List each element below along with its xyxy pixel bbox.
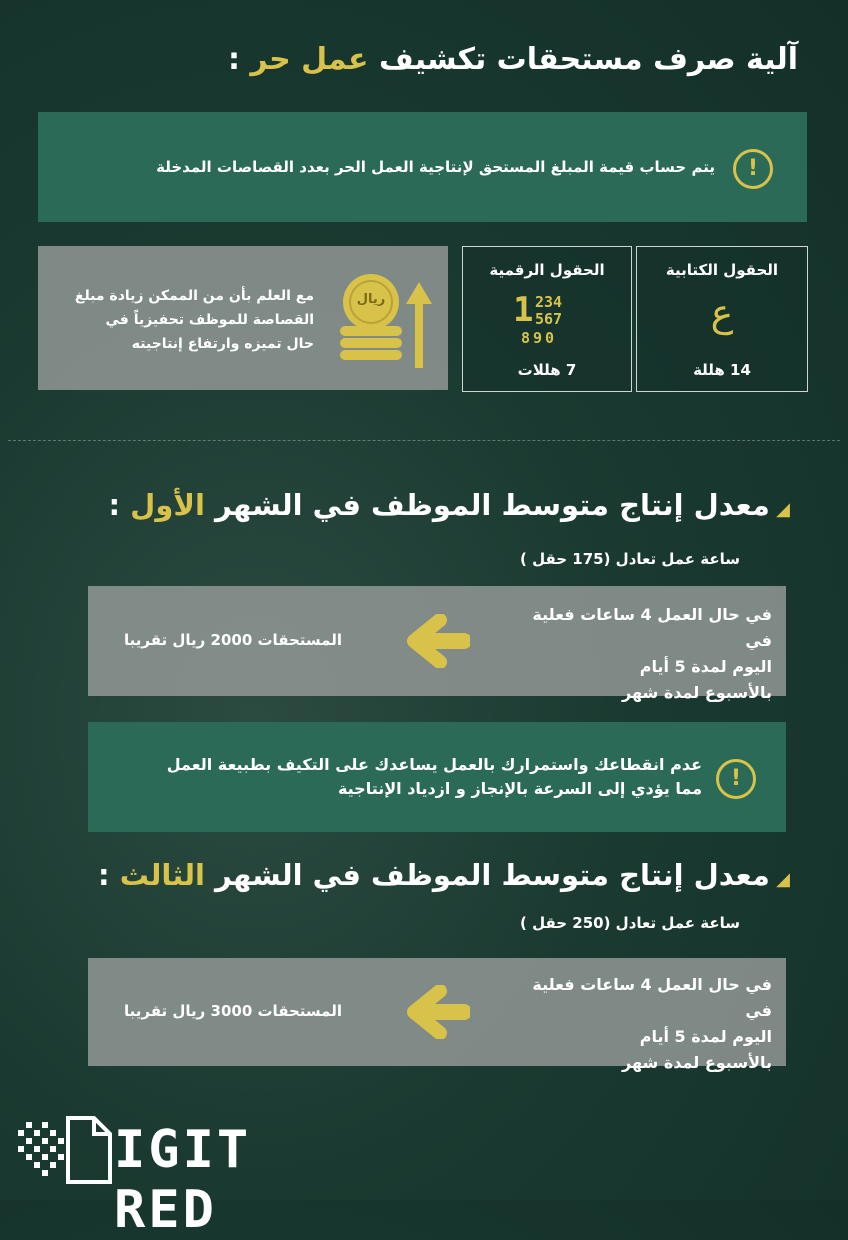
arabic-letter-icon: ع (710, 291, 734, 335)
intro-note-text: يتم حساب قيمة المبلغ المستحق لإنتاجية العمل الحر بعدد القصاصات المدخلة (156, 158, 715, 176)
brand-name: IGIT RED (114, 1120, 252, 1240)
section3-title: ◢ معدل إنتاج متوسط الموظف في الشهر الثالث : (98, 858, 790, 892)
bonus-note (38, 246, 448, 390)
section1-case-text: في حال العمل 4 ساعات فعلية في اليوم لمدة 5 أيام بالأسبوع لمدة شهر (532, 605, 772, 702)
numeric-fields-value: 7 هللات (517, 361, 577, 379)
bonus-note-text: مع العلم بأن من الممكن زيادة مبلغ القصاصة للموظف تحفيزياً في حال تميزه وارتفاع إنتاجيته (74, 288, 314, 352)
coin-label: ريال (356, 292, 386, 307)
exclamation-circle-icon: ! (716, 759, 756, 799)
coins-icon (336, 272, 406, 368)
page-title: آلية صرف مستحقات تكشيف عمل حر : (227, 42, 798, 77)
tip-note (88, 722, 786, 832)
brand-logo (14, 1106, 334, 1240)
numeric-fields-card (462, 246, 632, 392)
section1-title: ◢ معدل إنتاج متوسط الموظف في الشهر الأول : (108, 488, 790, 522)
arrow-up-icon (406, 282, 432, 368)
section1-subtitle: ساعة عمل تعادل (175 حقل ) (520, 550, 740, 568)
section3-result: المستحقات 3000 ريال تقريبا (124, 1002, 343, 1020)
numeric-fields-label: الحقول الرقمية (489, 261, 605, 279)
section1-case-card (88, 586, 786, 702)
tip-note-text: عدم انقطاعك واستمرارك بالعمل يساعدك على التكيف بطبيعة العمل مما يؤدي إلى السرعة بالإنجاز و ازدياد الإنتاجية (166, 755, 702, 798)
section3-subtitle: ساعة عمل تعادل (250 حقل ) (520, 914, 740, 932)
text-fields-card (636, 246, 808, 392)
intro-note (38, 112, 807, 222)
section1-result: المستحقات 2000 ريال تقريبا (124, 631, 343, 649)
arrow-left-icon (406, 985, 470, 1039)
divider (8, 440, 840, 441)
text-fields-label: الحقول الكتابية (665, 261, 779, 279)
text-fields-value: 14 هللة (693, 361, 751, 379)
section3-case-text: في حال العمل 4 ساعات فعلية في اليوم لمدة 5 أيام بالأسبوع لمدة شهر (532, 975, 772, 1072)
arrow-left-icon (406, 614, 470, 668)
exclamation-circle-icon: ! (733, 149, 773, 189)
logo-mark-icon (14, 1110, 114, 1186)
section3-case-card (88, 958, 786, 1072)
numbers-icon: 1 234 567 890 (513, 290, 563, 347)
